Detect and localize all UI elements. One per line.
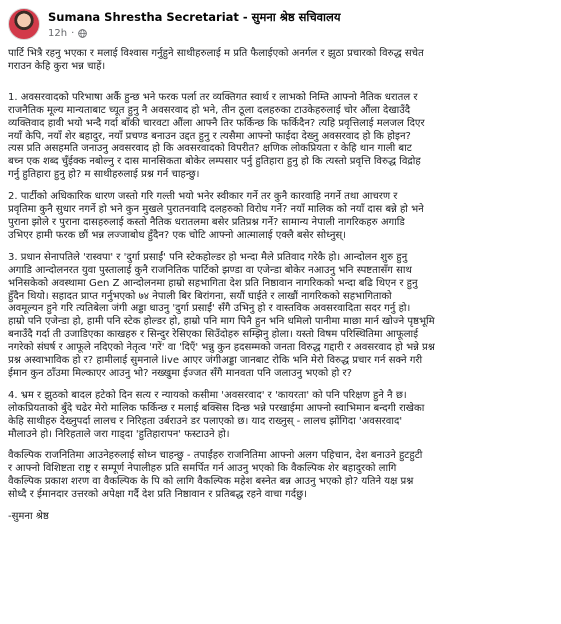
post-paragraph-3: 3. प्रधान सेनापतिले 'रास्वपा' र 'दुर्गा प्रसाईं' पनि स्टेकहोल्डर हो भन्दा मैले प्रतिवाद गरेकै हो। आन्दोलन शुरु हुनु अगाडि आन्दोलनरत युवा पुस्तालाई कुनै राजनितिक पार्टिको झण्डा वा एजेन्डा बोकेर नआउनु भनि स्पष्टतासँग साथ भनिसकेको अवस्थामा Gen Z आन्दोलनमा हाम्रो सहभागिता देश प्रति निष्ठावान नागरिकको भन्दा बढि थिएन र हुनु हुँदैन थियो। सहादत प्राप्त गर्नुभएको ७४ नेपाली बिर बिरांगना, सयौं घाईते र लाखौं नागरिकको सहभागिताको अवमूल्यन हुने गरि त्यतिबेला जंगी अड्डा धाउनु 'दुर्गा प्रसाईं' सँगै उभिनु हो र वास्तविक अवसरवादिता सदर गर्नु हो। हाम्रो पनि एजेन्डा हो, हामी पनि स्टेक होल्डर हो, हाम्रो पनि माग पिनै हुन भनि धमिलो पानीमा माछा मार्न खोज्ने पृष्ठभूमि बनाउँदै गर्दा ती उजाडिएका काखहरु र सिन्दुर रेसिएका सिउँदोहरु सम्झिनु होला। यस्तो विषम परिस्थितिमा आफूलाई नगरेको संघर्ष र आफूले नदिएको नेतृत्व 'गरें' वा 'दिएँ' भन्नु कुन हदसम्मको जनता विरुद्ध गद्दारी र अवसरवाद हो भन्ने प्रश्न प्रश्न अस्वाभाविक हो र? हामीलाई सुमनाले live आएर जंगीअड्डा जानबाट रोकि भनि मेरो विरुद्ध प्रचार गर्न सक्ने गरी ईमान कुन ठाँउमा मिल्काएर आउनु भो? नख्खुमा ईज्जत सँगै मानवता पनि जलाउनु भएको हो र? [8, 251, 435, 379]
author-name[interactable]: Sumana Shrestha Secretariat - सुमना श्रेष्ठ सचिवालय [48, 10, 341, 24]
globe-icon [78, 29, 87, 38]
avatar[interactable] [8, 8, 40, 40]
post-paragraph-intro: पार्टि भित्रै रहनु भएका र मलाई विश्वास गर्नुहुने साथीहरुलाई म प्रति फैलाईएको अनर्गल र झुठा प्रचारको विरुद्ध सचेत गराउन केहि कुरा भन्न चाहें। [8, 48, 424, 72]
post-paragraph-closing: वैकल्पिक राजनितिमा आउनेहरुलाई सोध्न चाहन्छु - तपाईंहरु राजनितिमा आफ्नो अलग पहिचान, देश बनाउने हुटहुटी र आफ्नो विशिष्टता राष्ट्र र सम्पूर्ण नेपालीहरु प्रति समर्पित गर्न आउनु भएको कि वैकल्पिक शेर बहादुरको लागि वैकल्पिक प्रकाश शरण वा वैकल्पिक के पि को लागि वैकल्पिक महेश बस्नेत बन्न आउनु भएको हो? यतिने यक्ष प्रश्न सोध्दै र ईमानदार उत्तरको अपेक्षा गर्दै देश प्रति निष्ठावान र प्रतिबद्ध रहने वाचा गर्दछु। [8, 450, 423, 501]
post-paragraph-2: 2. पार्टीको अधिकारिक धारण जस्तो गरि गल्ती भयो भनेर स्वीकार गर्ने तर कुनै कारवाहि नगर्ने तथा आचरण र प्रवृतिमा कुनै सुधार नगर्ने हो भने कुन मुखले पुरातनवादि दलहरुको विरोध गर्ने? नयाँ मालिक को नयाँ दास बन्ने हो भने पुराना झोले र पुराना दासहरुलाई कस्तो नैतिक धरातलमा बसेर प्रतिप्रश्न गर्ने? सामान्य नेपाली नागरिकहरु अगाडि उभिएर हामी फरक छौं भन्न लज्जाबोध हुँदैन? एक चोटि आफ्नो आत्मालाई एक्लै बसेर सोध्नुस्। [8, 191, 424, 241]
post-meta: 12h · [48, 28, 87, 39]
post-signature: -सुमना श्रेष्ठ [8, 511, 49, 523]
post-paragraph-1: 1. अवसरवादको परिभाषा अर्कै हुन्छ भने फरक पर्ला तर व्यक्तिगत स्वार्थ र लाभको निम्ति आफ्नो नैतिक धरातल र राजनैतिक मूल्य मान्यताबाट च्यूत हुनु नै अवसरवाद हो भने, तीन ठूला दलहरुका टाउकेहरुलाई चोर औंला देखाउँदै व्यक्तिवाद हावी भयो भन्दै गर्दा बाँकी चारवटा औंला आफ्नै तिर फर्किन्छ कि फर्किदैन? त्यहि प्रवृत्तिलाई मलजल दिएर नयाँ केपि, नयाँ शेर बहादुर, नयाँ प्रचण्ड बनाउन उद्दत हुनु र त्यसैमा आफ्नो फाईदा देख्नु अवसरवाद हो कि होइन? त्यस प्रति असहमति जनाउनु अवसरवाद हो कि अवसरवादको विपरीत? क्षणिक लोकप्रियता र केहि थान गाली बाट बच्न एक शब्द चुँईक्क नबोल्नु र दास मानसिकता बोकेर लम्पसार पर्नु हुतिहारा हुनु हो कि त्यस्तो प्रवृत्ति विरुद्ध विद्रोह गर्नु हुतिहारा हुनु हो? म साथीहरुलाई प्रश्न गर्न चाहन्छु। [8, 91, 425, 181]
post-time[interactable]: 12h [48, 28, 68, 39]
post-header [0, 0, 561, 48]
post-paragraph-4: 4. भ्रम र झुठको बादल हटेको दिन सत्य र न्यायको कसीमा 'अवसरवाद' र 'कायरता' को पनि परिक्षण हुने नै छ। लोकप्रियताको बुँदे चढेर मेरो मालिक फर्किन्छ र मलाई बक्सिस दिन्छ भन्ने परखाईमा आफ्नो स्वाभिमान बन्दगी राखेका केहि साथीहरु देख्नुपर्दा लालच र निरिहता उर्बराउने डर पलाएको छ। याद राख्नुस् - लालच झोंगिदा 'अवसरवाद' मौलाउने हो। निरिहताले जरा गाड्दा 'हुतिहारापन' फस्टाउने हो। [8, 389, 425, 440]
post-body [8, 48, 554, 533]
